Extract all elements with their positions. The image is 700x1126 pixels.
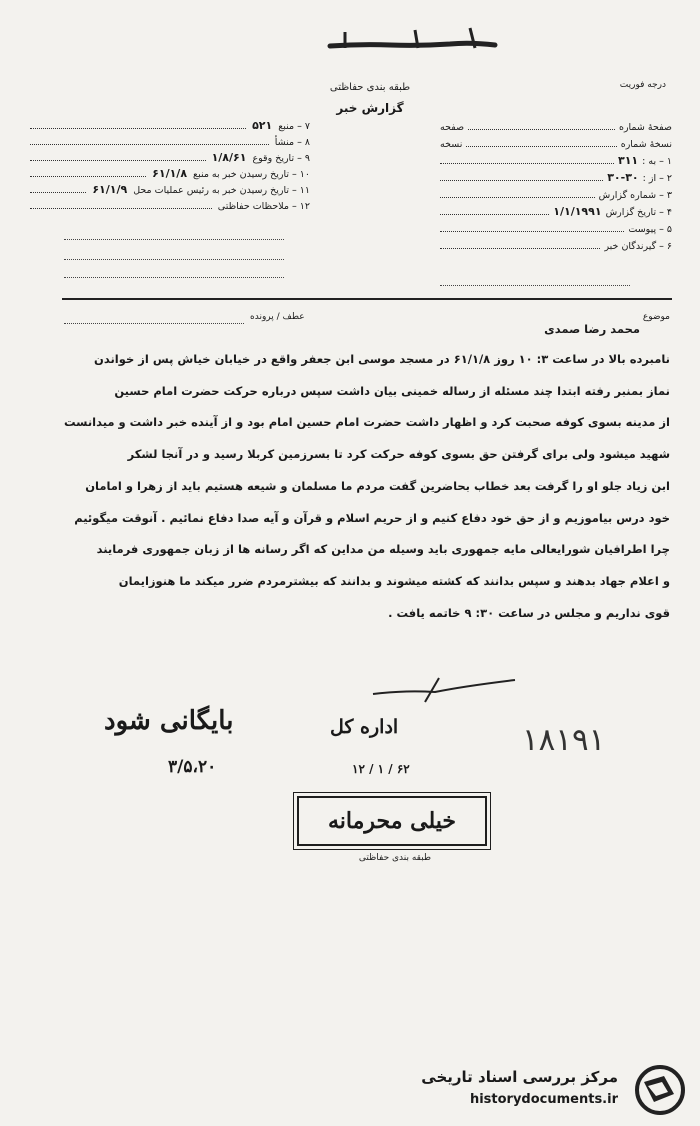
reference-dots xyxy=(64,322,244,324)
field-value: ۳۱۱ xyxy=(617,154,639,167)
field-dots xyxy=(440,230,624,232)
reference-number: ۱۸۱۹۱ xyxy=(522,722,606,758)
blank-line xyxy=(440,284,630,286)
field-label: ۴ – تاریخ گزارش xyxy=(605,207,672,218)
stamp-caption: طبقه بندی حفاظتی xyxy=(358,853,432,863)
field-label: صفحهٔ شماره xyxy=(618,122,672,133)
field-value: ۱/۱/۱۹۹۱ xyxy=(553,205,602,218)
field-page-number xyxy=(440,116,672,133)
watermark-name: مرکز بررسی اسناد تاریخی xyxy=(421,1068,618,1086)
field-value: ۵۲۱ xyxy=(252,119,273,132)
field-copy-number xyxy=(440,133,672,150)
field-label: ۱۲ – ملاحظات حفاظتی xyxy=(217,201,310,212)
archive-note: بایگانی شود xyxy=(104,706,234,736)
header-fields-right xyxy=(440,116,672,252)
body-line: نماز بمنبر رفته ابتدا چند مسئله از رساله خمینی بیان داشت سپس درباره حرکت حضرت امام حسین xyxy=(114,383,670,398)
field-dots xyxy=(440,162,614,164)
signature-initials: اداره کل xyxy=(330,716,399,738)
subject-label: موضوع xyxy=(642,312,670,322)
watermark-footer xyxy=(410,1062,690,1120)
field-label: ۱۰ – تاریخ رسیدن خبر به منبع xyxy=(193,169,310,180)
classification-heading: طبقه بندی حفاظتی xyxy=(329,82,411,93)
field-attachment xyxy=(440,218,672,235)
body-line: چرا اطرافیان شورایعالی مایه جمهوری باید وسیله من مداین که اگر رسانه ها از زبان جمهوری فرمایند xyxy=(96,542,670,557)
field-value: ۶۱/۱/۸ xyxy=(152,167,188,180)
field-label: ۹ – تاریخ وقوع xyxy=(252,153,310,164)
field-report-date xyxy=(440,201,672,218)
signature-date: ۱۲ / ۱ / ۶۲ xyxy=(352,762,410,776)
field-dots xyxy=(30,159,206,161)
header-fields-left xyxy=(30,116,310,212)
signature-scribble xyxy=(365,672,525,712)
field-label: ۶ – گیرندگان خبر xyxy=(604,241,672,252)
blank-line xyxy=(64,276,284,278)
field-security-notes xyxy=(30,196,310,212)
body-line: ابن زیاد جلو او را گرفت بعد خطاب بحاضرین گفت مردم ما مسلمان و شیعه هستیم باید از زهرا و امامان xyxy=(85,478,670,493)
field-dots xyxy=(440,179,603,181)
field-date-received-ops xyxy=(30,180,310,196)
field-value: ۱/۸/۶۱ xyxy=(211,151,247,164)
archive-date: ۳/۵،۲۰ xyxy=(168,757,217,777)
blank-line xyxy=(64,258,284,260)
body-line: خود درس بیاموزیم و از حق خود دفاع کنیم و از حریم اسلام و قرآن و آیه صدا دفاع نمائیم . آنوقت میگوئیم xyxy=(74,510,670,525)
field-dots xyxy=(30,191,86,193)
field-report-number xyxy=(440,184,672,201)
field-label: نسخهٔ شماره xyxy=(620,139,672,150)
field-label: ۱ – به : xyxy=(642,156,672,167)
field-extra: نسخه xyxy=(440,139,463,150)
field-recipients xyxy=(440,235,672,252)
report-title: گزارش خبر xyxy=(336,101,404,115)
field-from xyxy=(440,167,672,184)
field-value: ۶۱/۱/۹ xyxy=(92,183,128,196)
field-label: ۷ – منبع xyxy=(278,121,310,132)
body-line: قوی نداریم و مجلس در ساعت ۳۰: ۹ خاتمه یافت . xyxy=(388,605,670,620)
header-divider xyxy=(62,298,672,300)
field-dots xyxy=(30,207,212,209)
body-line: و اعلام جهاد بدهند و سپس بدانند که کشته میشوند و بدانند که بیشترمردم ضرر میکند ما هنوزایمان xyxy=(118,573,670,588)
field-dots xyxy=(466,145,616,147)
body-line: شهید میشود ولی برای گرفتن حق بسوی کوفه حرکت کرد تا بسرزمین کربلا رسید و در آنجا لشکر xyxy=(127,447,670,462)
field-dots xyxy=(440,213,549,215)
top-handwritten-mark xyxy=(320,18,520,58)
field-label: ۲ – از : xyxy=(642,173,672,184)
field-extra: صفحه xyxy=(440,122,465,133)
field-label: ۵ – پیوست xyxy=(628,224,672,235)
field-value: ۳۰-۳۰ xyxy=(607,171,639,184)
urgency-label: درجه فوریت xyxy=(619,80,666,90)
field-dots xyxy=(30,127,246,129)
field-dots xyxy=(30,143,269,145)
classification-stamp: خیلی محرمانه xyxy=(297,796,487,846)
blank-line xyxy=(64,238,284,240)
watermark-url: historydocuments.ir xyxy=(469,1092,618,1107)
field-dots xyxy=(468,128,615,130)
reference-label: عطف / پرونده xyxy=(250,312,305,322)
field-event-date xyxy=(30,148,310,164)
field-date-received-source xyxy=(30,164,310,180)
document-logo-icon xyxy=(630,1064,686,1116)
field-dots xyxy=(440,196,595,198)
report-body xyxy=(58,344,670,629)
body-line: از مدینه بسوی کوفه صحبت کرد و اظهار داشت حضرت امام حسین امام بود و از آینده خبر داشت و میدانست xyxy=(63,415,670,430)
field-dots xyxy=(440,247,600,249)
field-label: ۳ – شماره گزارش xyxy=(598,190,672,201)
field-dots xyxy=(30,175,146,177)
field-label: ۸ – منشأ xyxy=(274,137,310,148)
field-origin xyxy=(30,132,310,148)
field-source xyxy=(30,116,310,132)
subject-value: محمد رضا صمدی xyxy=(544,322,640,336)
body-line: نامبرده بالا در ساعت ۳: ۱۰ روز ۶۱/۱/۸ در مسجد موسی ابن جعفر واقع در خیابان خیاش پس از خواندن xyxy=(94,352,670,366)
field-to xyxy=(440,150,672,167)
field-label: ۱۱ – تاریخ رسیدن خبر به رئیس عملیات محل xyxy=(133,185,310,196)
